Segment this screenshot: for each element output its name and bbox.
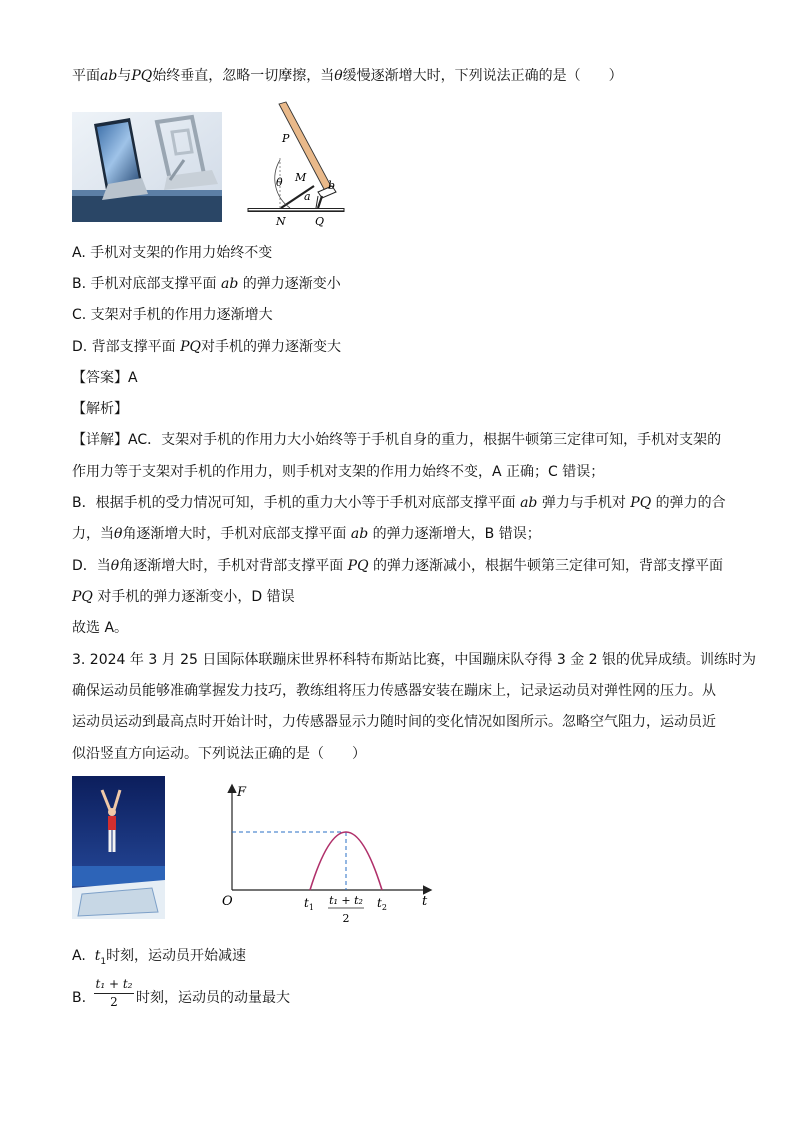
tick-t1: $t_1$ <box>304 896 314 912</box>
q3-stem-l2: 确保运动员能够准确掌握发力技巧，教练组将压力传感器安装在蹦床上，记录运动员对弹性网的压力。从 <box>72 683 716 699</box>
detail-text: 力，当 <box>72 526 114 542</box>
fraction-numerator: t₁ + t₂ <box>95 977 133 991</box>
q2-detail-l3 <box>72 493 726 513</box>
label-theta: θ <box>276 176 283 189</box>
label-P: P <box>282 132 290 145</box>
var-ab: ab <box>520 495 538 511</box>
var-ab: ab <box>350 526 369 542</box>
q2-detail-l4 <box>72 524 541 544</box>
q2-detail-l6 <box>72 587 295 607</box>
q2-answer: 【答案】A <box>72 370 138 386</box>
q2-analysis-head: 【解析】 <box>72 401 128 417</box>
var-pq: PQ <box>630 495 652 511</box>
stem-text: 始终垂直，忽略一切摩擦，当 <box>152 68 335 84</box>
detail-text: 对手机的弹力逐渐变小，D 错误 <box>97 589 295 605</box>
tick-mid-numerator: t₁ + t₂ <box>329 894 363 907</box>
q3-option-a <box>72 946 246 972</box>
q2-detail-l2: 作用力等于支架对手机的作用力，则手机对支架的作用力始终不变，A 正确；C 错误； <box>72 464 605 480</box>
phone-stand-photo <box>72 112 222 222</box>
stand-diagram <box>246 100 346 232</box>
option-text: D. 背部支撑平面 <box>72 339 176 355</box>
stem-text: 缓慢逐渐增大时，下列说法正确的是（ ） <box>342 68 623 84</box>
label-b: b <box>328 179 336 192</box>
trampoline-photo <box>72 776 165 919</box>
q2-option-a: A. 手机对支架的作用力始终不变 <box>72 245 273 261</box>
label-a: a <box>304 190 311 203</box>
var-ab: ab <box>100 68 118 84</box>
detail-text: 的弹力逐渐减小，根据牛顿第三定律可知，背部支撑平面 <box>373 558 724 574</box>
var-theta: θ <box>114 526 123 542</box>
detail-text: 的弹力的合 <box>655 495 726 511</box>
option-text: B. <box>72 990 87 1006</box>
detail-text: D．当 <box>72 558 111 574</box>
var-ab: ab <box>220 276 239 292</box>
y-axis-label: F <box>237 785 247 800</box>
var-pq: PQ <box>72 589 93 605</box>
q3-stem-l3: 运动员运动到最高点时开始计时，力传感器显示力随时间的变化情况如图所示。忽略空气阻力，运动员近 <box>72 714 716 730</box>
x-axis-label: t <box>422 894 428 909</box>
q3-option-b <box>72 988 86 1008</box>
label-N: N <box>276 215 286 228</box>
q2-detail-l7: 故选 A。 <box>72 620 129 636</box>
tick-t2: $t_2$ <box>377 896 387 912</box>
q2-detail-l5 <box>72 556 723 576</box>
q3-stem-l4: 似沿竖直方向运动。下列说法正确的是（ ） <box>72 746 366 762</box>
force-time-graph <box>200 780 440 930</box>
detail-text: 的弹力逐渐增大，B 错误； <box>372 526 541 542</box>
origin-label: O <box>222 894 233 909</box>
q2-option-b <box>72 274 341 294</box>
var-theta: θ <box>110 558 120 574</box>
q2-detail-l1: 【详解】AC．支架对手机的作用力大小始终等于手机自身的重力，根据牛顿第三定律可知，手机对支架的 <box>72 432 722 448</box>
q2-option-d <box>72 337 341 357</box>
q3-option-b-text: 时刻，运动员的动量最大 <box>136 990 290 1006</box>
tick-mid-denominator: 2 <box>342 912 350 925</box>
q2-stem <box>72 66 623 86</box>
var-t1: t <box>94 948 101 964</box>
option-text: 对手机的弹力逐渐变大 <box>201 339 342 355</box>
stem-text: 与 <box>117 68 132 84</box>
fraction-denominator: 2 <box>110 995 118 1009</box>
var-theta: θ <box>334 68 343 84</box>
label-Q: Q <box>315 215 325 228</box>
detail-text: 弹力与手机对 <box>541 495 626 511</box>
q3-option-b-fraction <box>92 976 136 1010</box>
stem-text: 平面 <box>72 68 100 84</box>
detail-text: 角逐渐增大时，手机对底部支撑平面 <box>122 526 347 542</box>
label-M: M <box>295 171 307 184</box>
q3-stem-l1: 3. 2024 年 3 月 25 日国际体联蹦床世界杯科特布斯站比赛，中国蹦床队夺得 3 金 2 银的优异成绩。训练时为 <box>72 652 757 668</box>
option-text: B. 手机对底部支撑平面 <box>72 276 217 292</box>
var-pq: PQ <box>347 558 369 574</box>
var-t1-sub: 1 <box>100 956 107 967</box>
option-text: 时刻，运动员开始减速 <box>106 948 247 964</box>
var-pq: PQ <box>180 339 202 355</box>
option-text: A. <box>72 948 86 964</box>
detail-text: B．根据手机的受力情况可知，手机的重力大小等于手机对底部支撑平面 <box>72 495 516 511</box>
q2-option-c: C. 支架对手机的作用力逐渐增大 <box>72 307 273 323</box>
option-text: 的弹力逐渐变小 <box>242 276 341 292</box>
var-pq: PQ <box>131 68 153 84</box>
detail-text: 角逐渐增大时，手机对背部支撑平面 <box>119 558 344 574</box>
